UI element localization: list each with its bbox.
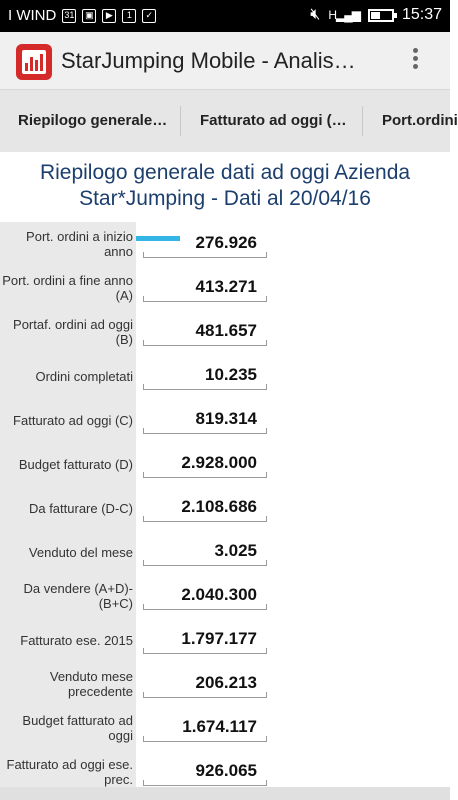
summary-row xyxy=(0,310,450,354)
row-value-field[interactable]: 2.108.686 xyxy=(143,492,267,522)
summary-row xyxy=(0,398,450,442)
status-right xyxy=(310,6,442,24)
tab-portafoglio[interactable]: Port.ordini xyxy=(382,112,458,129)
row-value-field[interactable]: 276.926 xyxy=(143,228,267,258)
summary-row xyxy=(0,574,450,618)
row-value-field[interactable]: 3.025 xyxy=(143,536,267,566)
row-value-field[interactable]: 1.797.177 xyxy=(143,624,267,654)
clock: 15:37 xyxy=(401,6,442,23)
row-label: Fatturato ad oggi (C) xyxy=(0,398,136,442)
bottom-edge xyxy=(0,787,450,800)
clipboard-check-icon: ✓ xyxy=(142,9,156,23)
row-value-field[interactable]: 10.235 xyxy=(143,360,267,390)
row-label: Portaf. ordini ad oggi (B) xyxy=(0,310,136,354)
row-label: Ordini completati xyxy=(0,354,136,398)
overflow-menu-icon[interactable] xyxy=(405,48,425,76)
row-label: Venduto mese precedente xyxy=(0,662,136,706)
page-title-line2: Star*Jumping - Dati al 20/04/16 xyxy=(79,187,371,210)
app-logo-icon[interactable] xyxy=(16,44,52,80)
summary-row xyxy=(0,618,450,662)
mute-icon: 🔇︎ xyxy=(310,6,321,23)
row-label: Port. ordini a fine anno (A) xyxy=(0,266,136,310)
summary-row xyxy=(0,486,450,530)
signal-icon: H▂▄▆ xyxy=(328,8,360,22)
row-value-field[interactable]: 481.657 xyxy=(143,316,267,346)
row-value-field[interactable]: 206.213 xyxy=(143,668,267,698)
row-value-field[interactable]: 2.928.000 xyxy=(143,448,267,478)
tab-divider xyxy=(180,106,181,136)
row-value-field[interactable]: 413.271 xyxy=(143,272,267,302)
app-title: StarJumping Mobile - Analis… xyxy=(61,48,356,73)
summary-row xyxy=(0,354,450,398)
tab-bar xyxy=(0,90,458,152)
status-left xyxy=(8,7,156,24)
summary-row xyxy=(0,530,450,574)
summary-row xyxy=(0,662,450,706)
summary-row xyxy=(0,706,450,750)
row-label: Venduto del mese xyxy=(0,530,136,574)
tab-riepilogo[interactable]: Riepilogo generale… xyxy=(18,112,168,129)
row-value-field[interactable]: 926.065 xyxy=(143,756,267,786)
summary-row xyxy=(0,442,450,486)
summary-row xyxy=(0,266,450,310)
row-value-field[interactable]: 1.674.117 xyxy=(143,712,267,742)
tab-fatturato[interactable]: Fatturato ad oggi (… xyxy=(200,112,347,129)
gallery-icon: ▣ xyxy=(82,9,96,23)
row-label: Budget fatturato ad oggi xyxy=(0,706,136,750)
calendar-icon: 31 xyxy=(62,9,76,23)
row-value-field[interactable]: 2.040.300 xyxy=(143,580,267,610)
summary-row xyxy=(0,222,450,266)
row-label: Da vendere (A+D)-(B+C) xyxy=(0,574,136,618)
status-bar xyxy=(0,0,450,32)
row-label: Port. ordini a inizio anno xyxy=(0,222,136,266)
youtube-icon: ▶ xyxy=(102,9,116,23)
row-label: Fatturato ese. 2015 xyxy=(0,618,136,662)
app-bar xyxy=(0,32,450,90)
page-title-line1: Riepilogo generale dati ad oggi Azienda xyxy=(39,161,411,184)
carrier-name: I WIND xyxy=(8,7,57,24)
tab-divider xyxy=(362,106,363,136)
page-title xyxy=(0,160,450,212)
notification-count-icon: 1 xyxy=(122,9,136,23)
row-label: Da fatturare (D-C) xyxy=(0,486,136,530)
row-value-field[interactable]: 819.314 xyxy=(143,404,267,434)
row-label: Fatturato ad oggi ese. prec. xyxy=(0,750,136,794)
battery-icon xyxy=(368,9,394,22)
row-label: Budget fatturato (D) xyxy=(0,442,136,486)
